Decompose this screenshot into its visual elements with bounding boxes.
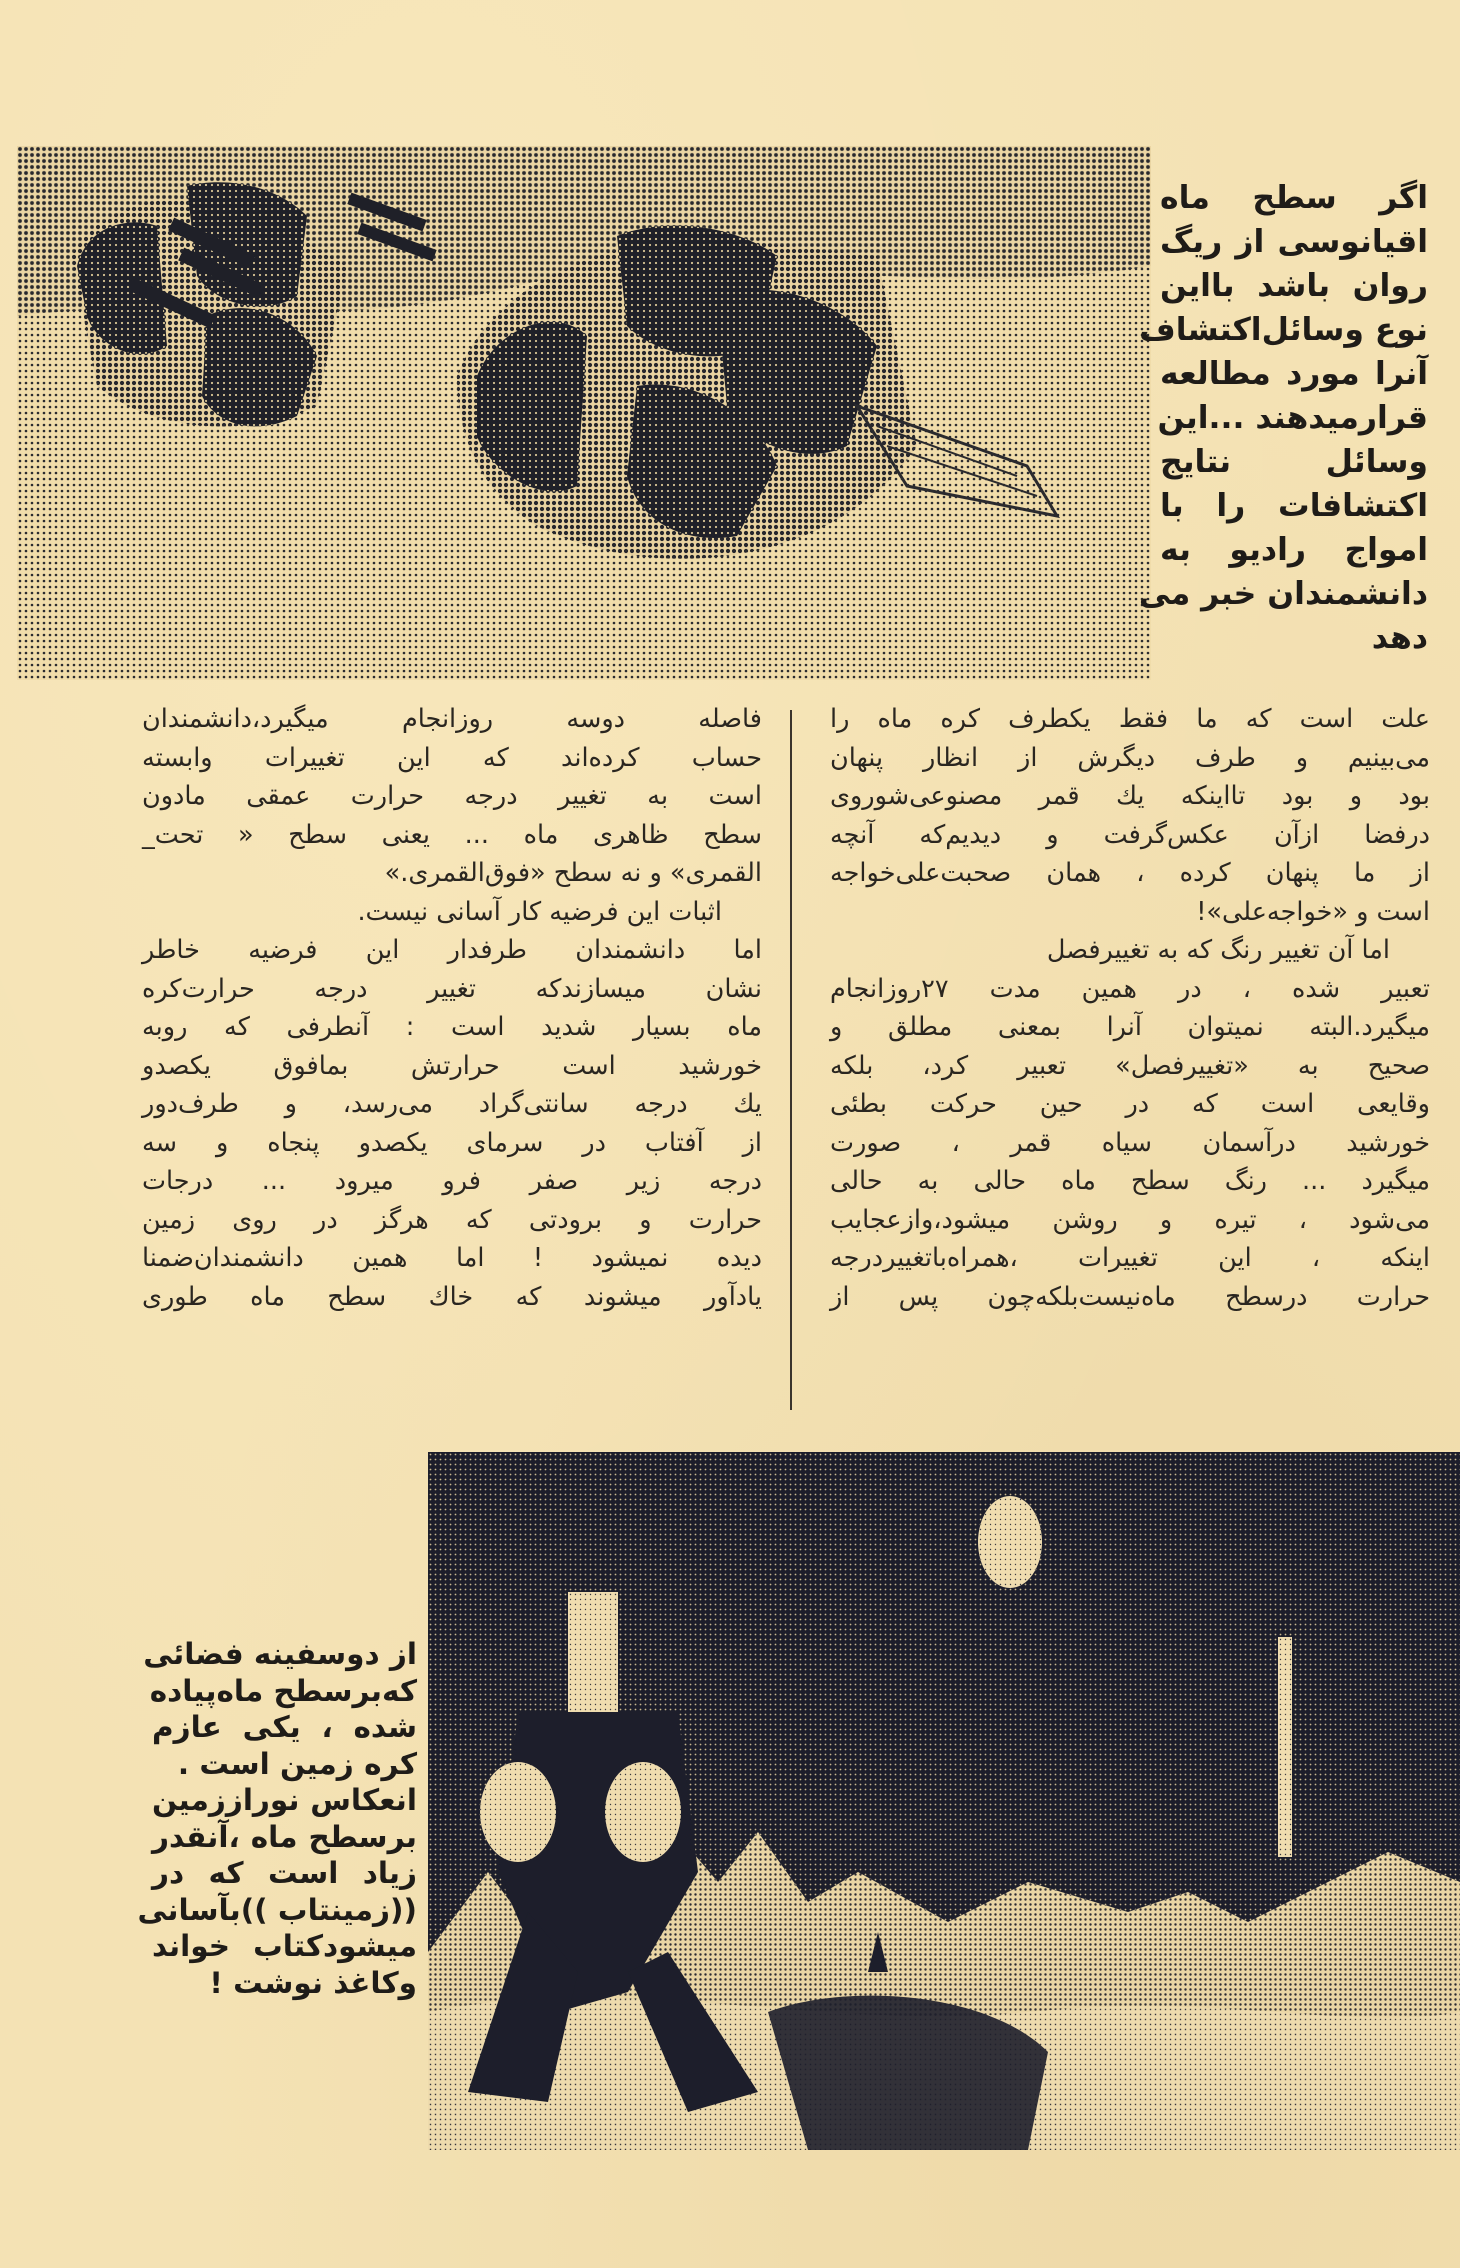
caption-line: که‌برسطح ماه‌پیاده: [149, 1673, 417, 1708]
text-line: اینکه ، این تغییرات ،همراه‌باتغییردرجه: [830, 1243, 1430, 1273]
text-line: از آفتاب در سرمای یکصدو پنجاه و سه: [142, 1127, 762, 1158]
text-line: تعبیر شده ، در همین مدت ۲۷روزانجام: [830, 973, 1430, 1004]
caption-line: امواج رادیو به: [1160, 532, 1428, 568]
caption-line: دهد: [1371, 620, 1428, 656]
text-line: درجه زیر صفر فرو میرود ... درجات: [142, 1166, 762, 1196]
caption-line: قرارمیدهند ...این: [1157, 400, 1428, 436]
paragraph-start: اثبات این فرضیه کار آسانی نیست.: [357, 896, 722, 927]
lunar-landing-photo: [428, 1452, 1460, 2150]
text-line: نشان میسازندکه تغییر درجه حرارت‌کره: [142, 973, 762, 1004]
text-line: از ما پنهان کرده ، همان صحبت‌علی‌خواجه: [830, 858, 1430, 888]
caption-line: میشودکتاب خواند: [152, 1929, 417, 1963]
text-line: القمری» و نه سطح «فوق‌القمری.»: [384, 858, 762, 888]
caption-line: روان باشد بااین: [1160, 268, 1428, 304]
text-line: میگیرد.البته نمیتوان آنرا بمعنی مطلق و: [830, 1012, 1430, 1042]
text-line: میگیرد ... رنگ سطح ماه حالی به حالی: [830, 1166, 1430, 1196]
text-line: یك درجه سانتی‌گراد می‌رسد، و طرف‌دور: [142, 1089, 762, 1119]
caption-line: زیاد است که در: [152, 1856, 417, 1890]
text-line: حرارت درسطح ماه‌نیست‌بلکه‌چون پس از: [830, 1281, 1430, 1312]
text-line: می‌شود ، تیره و روشن میشود،وازعجایب: [830, 1204, 1430, 1235]
caption-line: اگر سطح ماه: [1160, 180, 1428, 216]
earth-in-sky: [978, 1496, 1042, 1588]
text-line: ماه بسیار شدید است : آنطرفی که روبه: [142, 1012, 762, 1042]
text-line: دیده نمیشود ! اما همین دانشمندان‌ضمنا: [142, 1243, 762, 1273]
lunar-vehicles-image: [17, 146, 1151, 680]
paragraph-start: اما آن تغییر رنگ که به تغییرفصل: [1046, 935, 1390, 965]
caption-line: انعکاس نوراززمین: [152, 1783, 417, 1817]
text-line: خورشید است حرارتش بمافوق یکصدو: [142, 1050, 762, 1081]
caption-line: شده ، یکی عازم: [152, 1710, 417, 1744]
text-line: صحیح به «تغییرفصل» تعبیر کرد، بلکه: [830, 1050, 1430, 1081]
column-divider: [790, 710, 792, 1410]
top-photo-caption: [1138, 176, 1428, 660]
text-line: خورشید درآسمان سیاه قمر ، صورت: [830, 1127, 1430, 1158]
caption-line: برسطح ماه ،آنقدر: [152, 1819, 417, 1854]
lunar-vehicles-photo: [17, 146, 1151, 680]
caption-line: از دوسفینه فضائی: [143, 1637, 417, 1671]
caption-line: ((زمینتاب ))بآسانی: [137, 1892, 417, 1927]
text-line: اما دانشمندان طرفدار این فرضیه خاطر: [142, 935, 762, 965]
text-line: علت است که ما فقط یکطرف کره ماه را: [830, 704, 1430, 734]
text-line: یادآور میشوند که خاك سطح ماه طوری: [142, 1281, 762, 1312]
caption-line: کره زمین است .: [177, 1746, 417, 1781]
text-line: می‌بینیم و طرف دیگرش از انظار پنهان: [830, 742, 1430, 773]
caption-line: اقیانوسی از ریگ: [1160, 224, 1428, 260]
lunar-landing-image: [428, 1452, 1460, 2150]
text-line: است به تغییر درجه حرارت عمقی مادون: [142, 781, 762, 811]
text-line: سطح ظاهری ماه ... یعنی سطح « تحت_: [142, 819, 762, 850]
text-line: فاصله دوسه روزانجام میگیرد،دانشمندان: [142, 704, 762, 734]
caption-line: وسائل نتایج: [1160, 444, 1428, 480]
text-line: درفضا ازآن عکس‌گرفت و دیدیم‌که آنچه: [830, 819, 1430, 850]
article-right-column: [830, 700, 1430, 1316]
text-line: است و «خواجه‌علی»!: [1196, 896, 1430, 927]
caption-line: دانشمندان خبر می: [1138, 576, 1428, 612]
bottom-photo-caption: [137, 1636, 417, 2001]
text-line: وقایعی است که در حین حرکت بطئی: [830, 1089, 1430, 1119]
caption-line: وکاغذ نوشت !: [209, 1965, 417, 2000]
caption-line: اکتشافات را با: [1160, 488, 1428, 524]
text-line: حساب کرده‌اند که این تغییرات وابسته: [142, 742, 762, 773]
text-line: بود و بود تااینکه یك قمر مصنوعی‌شوروی: [830, 781, 1430, 811]
caption-line: آنرا مورد مطالعه: [1160, 356, 1428, 392]
article-left-column: [142, 700, 762, 1316]
caption-line: نوع وسائل‌اکتشاف: [1139, 312, 1428, 348]
text-line: حرارت و برودتی که هرگز در روی زمین: [142, 1204, 762, 1235]
